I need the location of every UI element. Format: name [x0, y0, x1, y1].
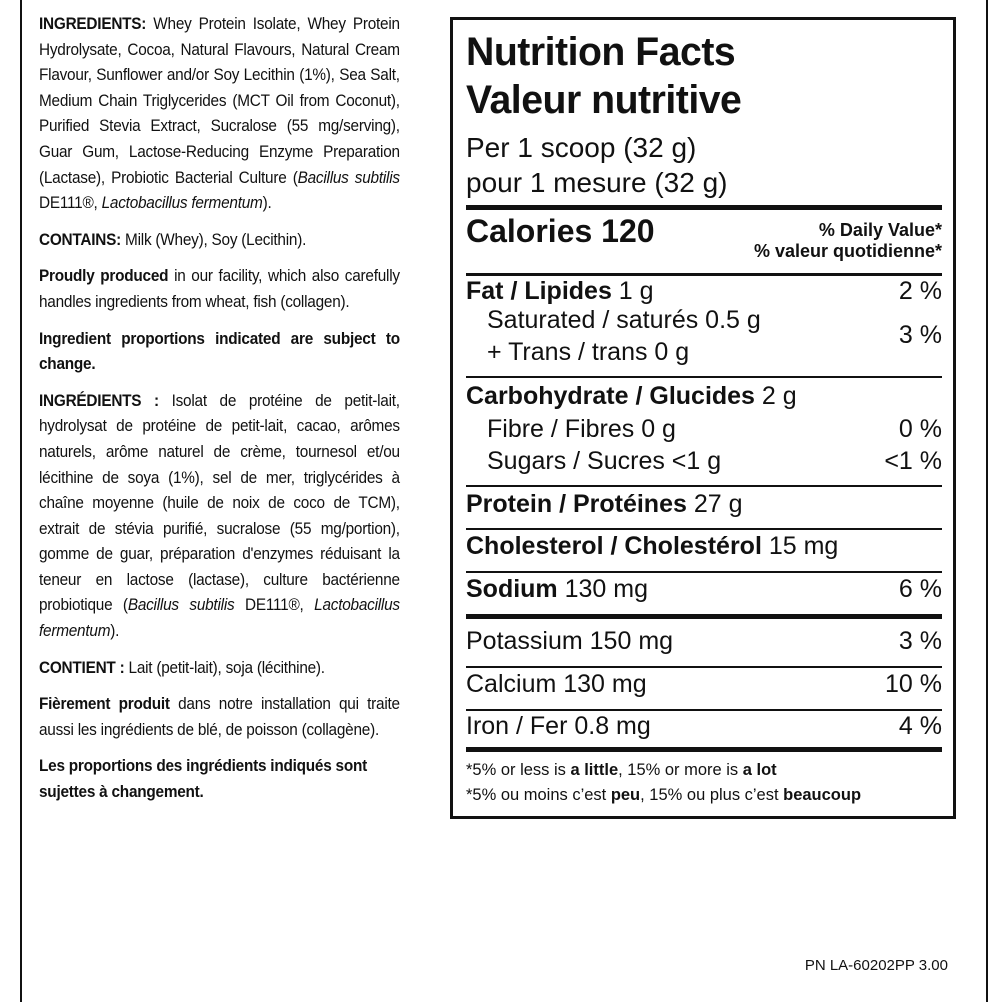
contains-en: CONTAINS: Milk (Whey), Soy (Lecithin). — [39, 230, 307, 249]
rule — [466, 666, 942, 668]
proportions-fr: Les proportions des ingrédients indiqués sont sujettes à changement. — [39, 757, 368, 802]
rule — [466, 571, 942, 573]
proportions-en: Ingredient proportions indicated are subject to change. — [39, 329, 400, 374]
ingredients-column — [39, 12, 400, 817]
thick-rule — [466, 205, 942, 210]
ingredients-fr: INGRÉDIENTS : Isolat de protéine de petit-lait, hydrolysat de protéine de petit-lait, cacao, arômes naturels, arôme naturel de crème, tournesol et/ou lécithine de soya (1%), sel de mer, triglycérides à chaîne moyenne (huile de noix de coco de TCM), extrait de stévia purifié, sucralose (55 mg/portion), gomme de guar, préparation d'enzymes réduisant la teneur en lactose (lactase), culture bactérienne probiotique (Bacillus subtilis DE111®, Lactobacillus fermentum). — [39, 391, 400, 641]
serving-fr: pour 1 mesure (32 g) — [466, 167, 728, 198]
thick-rule — [466, 614, 942, 619]
rule — [466, 709, 942, 711]
facility-en: Proudly produced in our facility, which also carefully handles ingredients from wheat, fish (collagen). — [39, 267, 400, 311]
ingredients-en: INGREDIENTS: Whey Protein Isolate, Whey Protein Hydrolysate, Cocoa, Natural Flavours, Natural Cream Flavour, Sunflower and/or Soy Lecithin (1%), Sea Salt, Medium Chain Triglycerides (MCT Oil from Coconut), Purified Stevia Extract, Sucralose (55 mg/serving), Guar Gum, Lactose-Reducing Enzyme Preparation (Lactase), Probiotic Bacterial Culture (Bacillus subtilis DE111®, Lactobacillus fermentum). — [39, 15, 400, 213]
contains-fr: CONTIENT : Lait (petit-lait), soja (lécithine). — [39, 658, 325, 677]
facility-fr: Fièrement produit dans notre installation qui traite aussi les ingrédients de blé, de poisson (collagène). — [39, 695, 400, 739]
daily-value-header: % Daily Value* % valeur quotidienne* — [753, 220, 942, 261]
footnote-en: *5% or less is a little, 15% or more is a lot — [466, 760, 777, 779]
part-number: PN LA-60202PP 3.00 — [804, 957, 948, 974]
rule — [466, 485, 942, 487]
calories: Calories 120 — [466, 213, 655, 249]
title-fr: Valeur nutritive — [466, 78, 742, 122]
serving-en: Per 1 scoop (32 g) — [466, 132, 697, 163]
rule — [466, 376, 942, 378]
nutrition-facts-panel: Nutrition Facts Valeur nutritive Per 1 scoop (32 g) pour 1 mesure (32 g) Calories 120 % Daily Value* % valeur quotidienne* Fat / Lipides 1 g 2 % Saturated / saturés 0.5 g 3 % + Trans / trans 0 g Carbohydrate / Glucides 2 g Fibre / Fibres 0 g 0 % Sugars / Sucres <1 g <1 % Protein / Protéines 27 g Cholesterol / Cholestérol 15 mg Sodium 130 mg 6 % Potassium 150 mg 3 % Calcium 130 mg 10 % Iron / Fer 0.8 mg 4 % *5% or less is a little, 15% or more is a lot *5% ou moins c’est peu, 15% ou plus c’est beaucoup — [450, 17, 956, 819]
title-en: Nutrition Facts — [466, 30, 736, 74]
thick-rule — [466, 747, 942, 752]
rule — [466, 528, 942, 530]
footnote-fr: *5% ou moins c’est peu, 15% ou plus c’est beaucoup — [466, 785, 862, 804]
rule — [466, 273, 942, 276]
